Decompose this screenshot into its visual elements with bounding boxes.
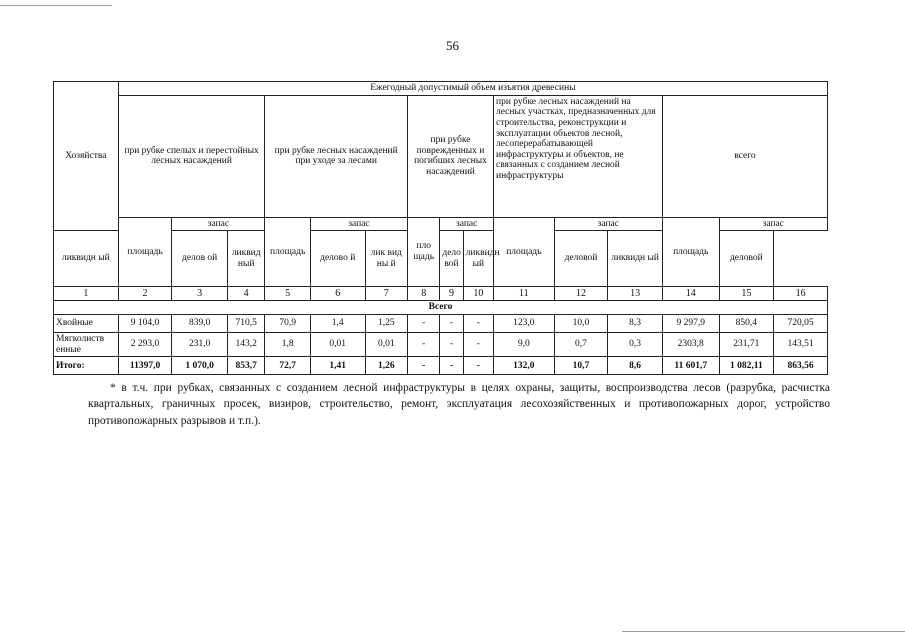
table-cell: 863,56 — [774, 357, 828, 375]
header-liquid: ликвидн ый — [54, 231, 119, 287]
table-cell: 720,05 — [774, 315, 828, 333]
table-cell: 1,4 — [310, 315, 365, 333]
table-cell: - — [463, 333, 493, 357]
table-cell: 853,7 — [227, 357, 264, 375]
table-cell: 123,0 — [493, 315, 554, 333]
table-row — [54, 315, 828, 333]
header-area: пло щадь — [408, 217, 440, 287]
column-number: 11 — [493, 287, 554, 301]
header-liquid: ликвидн ый — [608, 231, 663, 287]
table-cell: - — [440, 357, 463, 375]
table-cell: 1 070,0 — [172, 357, 228, 375]
table-cell: - — [440, 315, 463, 333]
column-number: 15 — [719, 287, 774, 301]
column-number: 13 — [608, 287, 663, 301]
table-cell: - — [408, 333, 440, 357]
header-group-total: всего — [662, 95, 827, 217]
table-row — [54, 333, 828, 357]
table-cell: 11 601,7 — [662, 357, 719, 375]
table-cell: 9,0 — [493, 333, 554, 357]
header-area: площадь — [662, 217, 719, 287]
header-liquid: ликвид ный — [227, 231, 264, 287]
table-cell: 231,0 — [172, 333, 228, 357]
column-number: 12 — [554, 287, 608, 301]
row-label: Мягколиств енные — [54, 333, 119, 357]
header-stock: запас — [554, 217, 662, 231]
header-business: делов ой — [172, 231, 228, 287]
table-cell: 143,2 — [227, 333, 264, 357]
table-cell: 0,01 — [310, 333, 365, 357]
header-group-infrastructure: при рубке лесных насаждений на лесных участках, предназначенных для строительства, реконструкции и эксплуатации объектов лесной, лесоперерабатывающей инфраструктуры и объектов, не связанных с созданием лесной инфраструктуры — [493, 95, 662, 217]
header-business: дело вой — [440, 231, 463, 287]
table-cell: 850,4 — [719, 315, 774, 333]
column-number: 3 — [172, 287, 228, 301]
row-label: Итого: — [54, 357, 119, 375]
column-number: 7 — [365, 287, 407, 301]
table-cell: 0,3 — [608, 333, 663, 357]
table-cell: 9 104,0 — [118, 315, 172, 333]
table-cell: 1 082,11 — [719, 357, 774, 375]
table-cell: 1,25 — [365, 315, 407, 333]
column-number: 6 — [310, 287, 365, 301]
column-number: 5 — [265, 287, 311, 301]
table-cell: 70,9 — [265, 315, 311, 333]
table-cell: 72,7 — [265, 357, 311, 375]
table-cell: 231,71 — [719, 333, 774, 357]
column-number: 2 — [118, 287, 172, 301]
column-number: 1 — [54, 287, 119, 301]
header-area: площадь — [265, 217, 311, 287]
header-farm: Хозяйства — [54, 82, 119, 231]
table-cell: 839,0 — [172, 315, 228, 333]
column-number: 8 — [408, 287, 440, 301]
header-business: деловой — [719, 231, 774, 287]
header-business: деловой — [554, 231, 608, 287]
table-cell: - — [408, 315, 440, 333]
header-area: площадь — [493, 217, 554, 287]
table-cell: 0,01 — [365, 333, 407, 357]
column-number: 9 — [440, 287, 463, 301]
table-cell: - — [440, 333, 463, 357]
header-liquid: ликвидн ый — [463, 231, 493, 287]
table-cell: - — [463, 315, 493, 333]
table-cell: 710,5 — [227, 315, 264, 333]
section-total-header: Всего — [54, 301, 828, 315]
table-cell: 9 297,9 — [662, 315, 719, 333]
scan-mark-bottom-right — [622, 631, 905, 632]
table-cell: 143,51 — [774, 333, 828, 357]
header-liquid: лик вид ны й — [365, 231, 407, 287]
page-number: 56 — [446, 38, 459, 53]
footnote-text: * в т.ч. при рубках, связанных с созданием лесной инфраструктуры в целях охраны, защиты, воспроизводства лесов (разрубка, расчистка квартальных, граничных просек, визиров, строительство, ремонт, эксплуатация лесохозяйственных и противопожарных дорог, устройство противопожарных разрывов и т.п.). — [88, 382, 830, 427]
table-cell: 1,8 — [265, 333, 311, 357]
table-row-total — [54, 357, 828, 375]
column-number: 16 — [774, 287, 828, 301]
header-stock: запас — [719, 217, 827, 231]
table-cell: 10,7 — [554, 357, 608, 375]
table-cell: 1,26 — [365, 357, 407, 375]
row-label: Хвойные — [54, 315, 119, 333]
table-cell: 2 293,0 — [118, 333, 172, 357]
table-cell: 2303,8 — [662, 333, 719, 357]
table-cell: 0,7 — [554, 333, 608, 357]
header-stock: запас — [172, 217, 265, 231]
header-area: площадь — [118, 217, 172, 287]
column-number: 14 — [662, 287, 719, 301]
table-cell: 132,0 — [493, 357, 554, 375]
header-stock: запас — [440, 217, 494, 231]
header-business: делово й — [310, 231, 365, 287]
header-group-mature: при рубке спелых и перестойных лесных насаждений — [118, 95, 265, 217]
footnote — [88, 380, 830, 429]
table-cell: - — [408, 357, 440, 375]
table-cell: 8,3 — [608, 315, 663, 333]
column-number: 4 — [227, 287, 264, 301]
table-cell: 11397,0 — [118, 357, 172, 375]
table-cell: 1,41 — [310, 357, 365, 375]
scan-mark-top-left — [0, 5, 112, 6]
column-number: 10 — [463, 287, 493, 301]
header-group-damaged: при рубке поврежденных и погибших лесных насаждений — [408, 95, 494, 217]
header-annual-volume: Ежегодный допустимый объем изъятия древесины — [118, 82, 827, 96]
table-cell: 8,6 — [608, 357, 663, 375]
table-cell: 10,0 — [554, 315, 608, 333]
timber-harvest-table — [53, 81, 828, 375]
table-cell: - — [463, 357, 493, 375]
header-stock: запас — [310, 217, 407, 231]
header-group-care: при рубке лесных насаждений при уходе за лесами — [265, 95, 408, 217]
